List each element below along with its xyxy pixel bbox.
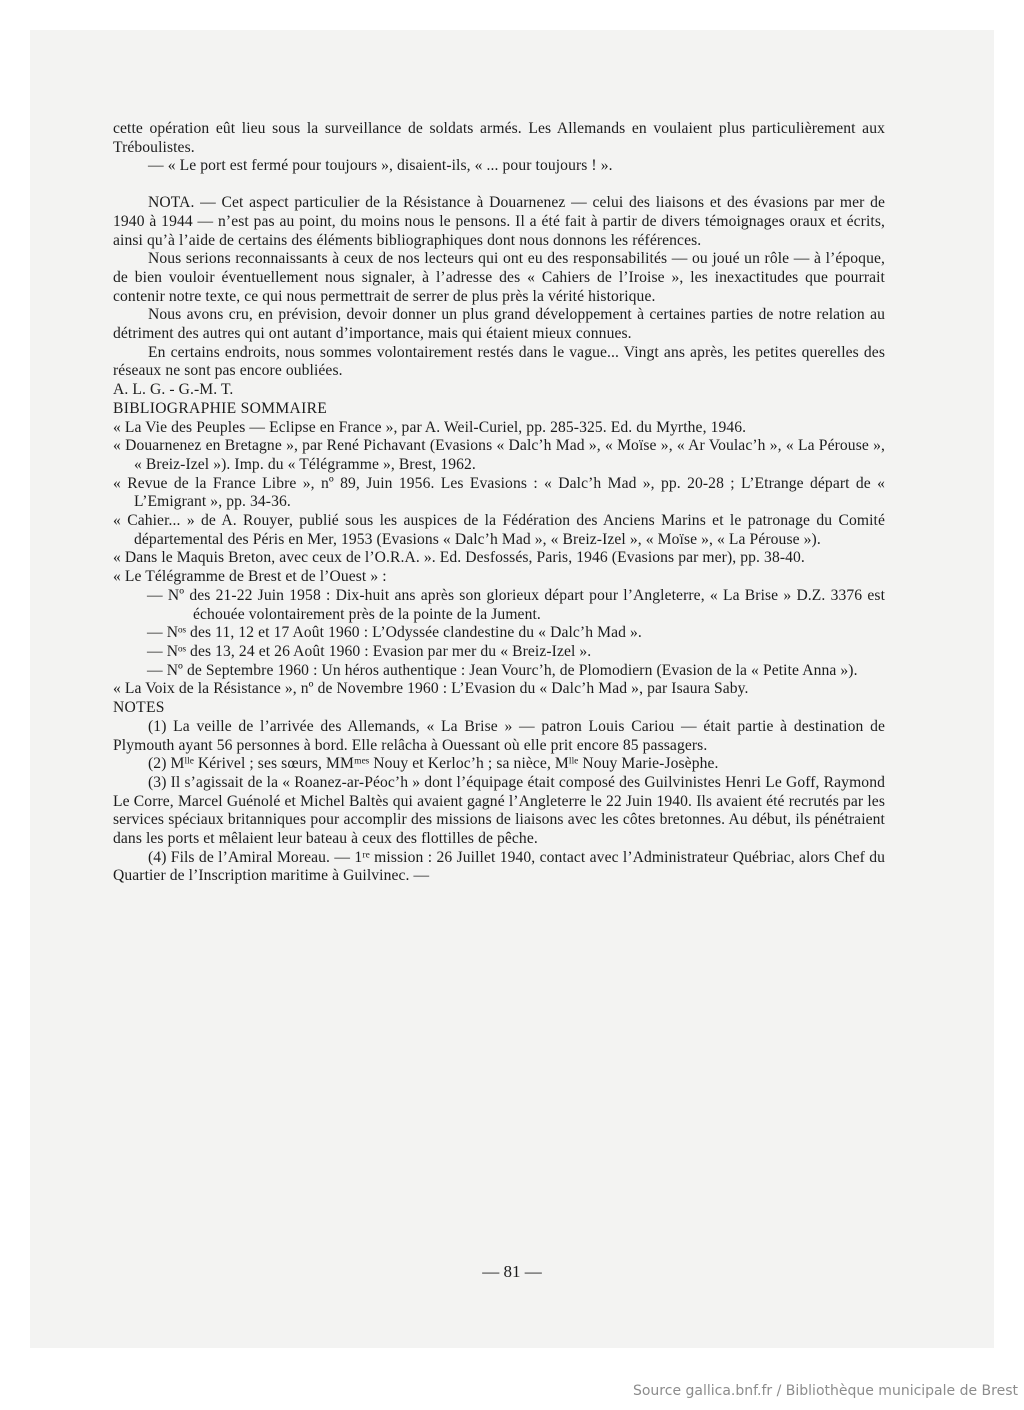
- bibliography-sub-entry: — Nᵒˢ des 13, 24 et 26 Août 1960 : Evasion par mer du « Breiz-Izel ».: [147, 642, 592, 660]
- note-item: (4) Fils de l’Amiral Moreau. — 1ʳᵉ mission : 26 Juillet 1940, contact avec l’Administrateur Québriac, alors Chef du Quartier de l’Inscription maritime à Guilvinec. —: [113, 848, 885, 885]
- nota-paragraph: Nous avons cru, en prévision, devoir donner un plus grand développement à certaines parties de notre relation au détriment des autres qui ont autant d’importance, mais qui étaient mieux connues.: [113, 306, 885, 343]
- bibliography-entry: « La Voix de la Résistance », nº de Novembre 1960 : L’Evasion du « Dalc’h Mad », par Isaura Saby.: [113, 680, 749, 698]
- bibliography-heading: BIBLIOGRAPHIE SOMMAIRE: [113, 399, 328, 417]
- page-text: [113, 120, 885, 886]
- page-number: — 81 —: [482, 1262, 542, 1281]
- notes-heading: NOTES: [113, 699, 165, 717]
- nota-paragraph: Nous serions reconnaissants à ceux de nos lecteurs qui ont eu des responsabilités — ou joué un rôle — à l’époque, de bien vouloir éventuellement nous signaler, à l’adresse des « Cahiers de l’Iroise », les inexactitudes que pourrait contenir notre texte, ce qui nous permettrait de serrer de plus près la vérité historique.: [113, 250, 885, 305]
- source-credit: Source gallica.bnf.fr / Bibliothèque municipale de Brest: [632, 1383, 1018, 1399]
- bibliography-entry: « La Vie des Peuples — Eclipse en France », par A. Weil-Curiel, pp. 285-325. Ed. du Myrthe, 1946.: [113, 418, 747, 436]
- quote-line: — « Le port est fermé pour toujours », disaient-ils, « ... pour toujours ! ».: [148, 157, 613, 175]
- note-item: (1) La veille de l’arrivée des Allemands, « La Brise » — patron Louis Cariou — était partie à destination de Plymouth ayant 56 personnes à bord. Elle relâcha à Ouessant où elle prit encore 85 passagers.: [113, 717, 885, 754]
- note-item: (3) Il s’agissait de la « Roanez-ar-Péoc’h » dont l’équipage était composé des Guilvinistes Henri Le Goff, Raymond Le Corre, Marcel Guénolé et Michel Baltès qui avaient gagné l’Angleterre le 22 Juin 1940. Ils avaient été recrutés par les services spéciaux britanniques pour accomplir des missions de liaisons avec les côtes bretonnes. Au début, ils pénétraient dans les ports et mêlaient leur bateau à ceux des flottilles de pêche.: [113, 773, 885, 848]
- nota-paragraph: NOTA. — Cet aspect particulier de la Résistance à Douarnenez — celui des liaisons et des évasions par mer de 1940 à 1944 — n’est pas au point, du moins nous le pensons. Il a été fait à partir de divers témoignages oraux et écrits, ainsi qu’à l’aide de certains des éléments bibliographiques dont nous donnons les références.: [113, 194, 885, 249]
- bibliography-entry: « Douarnenez en Bretagne », par René Pichavant (Evasions « Dalc’h Mad », « Moïse », « Ar Voulac’h », « La Pérouse », « Breiz-Izel »). Imp. du « Télégramme », Brest, 1962.: [113, 437, 885, 473]
- bibliography-entry: « Revue de la France Libre », nº 89, Juin 1956. Les Evasions : « Dalc’h Mad », pp. 20-28 ; L’Etrange départ de « L’Emigrant », pp. 34-36.: [113, 474, 885, 511]
- bibliography-sub-entry: — Nº des 21-22 Juin 1958 : Dix-huit ans après son glorieux départ pour l’Angleterre, « La Brise » D.Z. 3376 est échouée volontairement près de la pointe de la Jument.: [147, 586, 885, 623]
- author-signature: A. L. G. - G.-M. T.: [113, 381, 234, 399]
- bibliography-sub-entry: — Nº de Septembre 1960 : Un héros authentique : Jean Vourc’h, de Plomodiern (Evasion de la « Petite Anna »).: [147, 661, 858, 679]
- bibliography-sub-entry: — Nᵒˢ des 11, 12 et 17 Août 1960 : L’Odyssée clandestine du « Dalc’h Mad ».: [147, 624, 642, 642]
- nota-paragraph: En certains endroits, nous sommes volontairement restés dans le vague... Vingt ans après, les petites querelles des réseaux ne sont pas encore oubliées.: [113, 343, 885, 380]
- bibliography-entry: « Dans le Maquis Breton, avec ceux de l’O.R.A. ». Ed. Desfossés, Paris, 1946 (Evasions par mer), pp. 38-40.: [113, 549, 805, 567]
- bibliography-entry: « Cahier... » de A. Rouyer, publié sous les auspices de la Fédération des Anciens Marins et le patronage du Comité départemental des Péris en Mer, 1953 (Evasions « Dalc’h Mad », « Breiz-Izel », « Moïse », « La Pérouse »).: [113, 512, 885, 548]
- note-item: (2) Mˡˡᵉ Kérivel ; ses sœurs, MMᵐᵉˢ Nouy et Kerloc’h ; sa nièce, Mˡˡᵉ Nouy Marie-Josèphe.: [148, 755, 719, 773]
- opening-paragraph: cette opération eût lieu sous la surveillance de soldats armés. Les Allemands en voulaient plus particulièrement aux Tréboulistes.: [113, 120, 885, 156]
- bibliography-entry: « Le Télégramme de Brest et de l’Ouest » :: [113, 568, 387, 586]
